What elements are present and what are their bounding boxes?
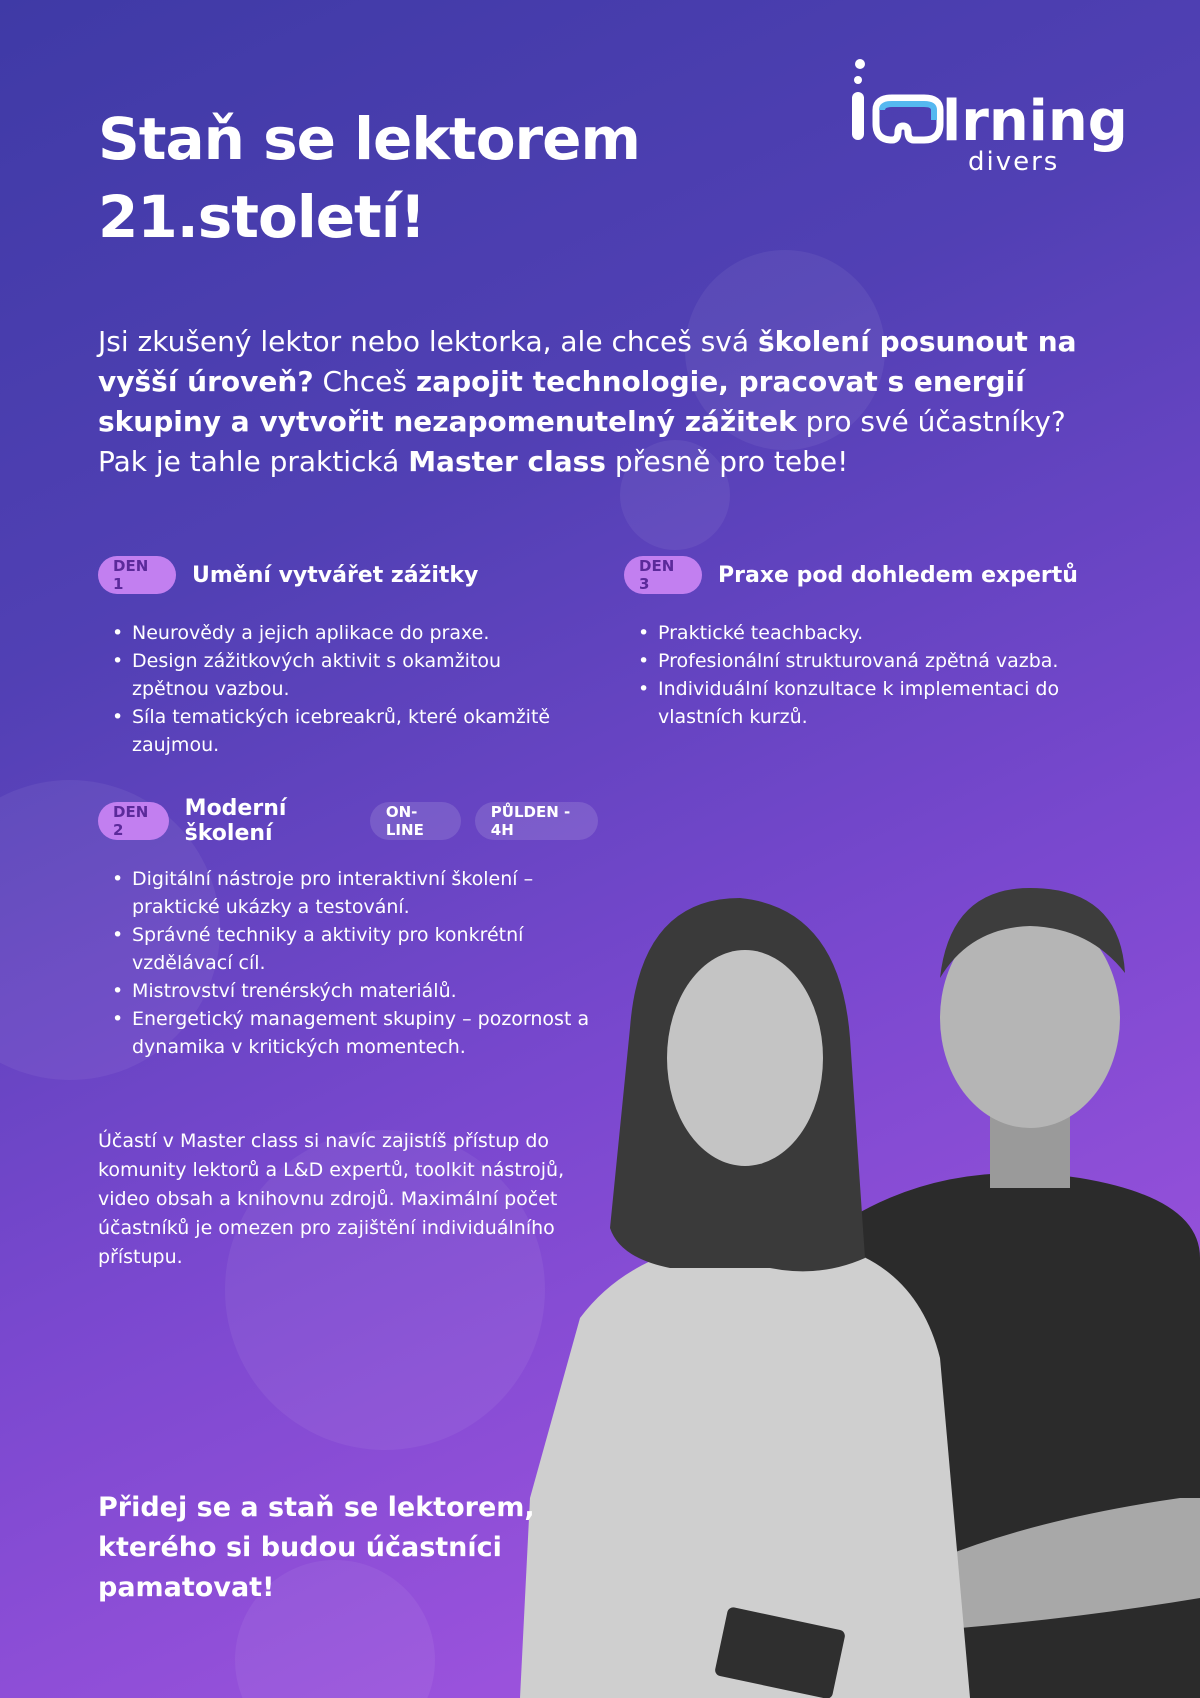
page-title	[98, 100, 798, 256]
day-1-section	[98, 555, 578, 759]
duration-tag: PŮLDEN - 4H	[475, 802, 598, 840]
logo-wordmark: lrning	[942, 89, 1128, 154]
list-item: • Praktické teachbacky.	[658, 619, 1104, 647]
intro-text: Jsi zkušený lektor nebo lektorka, ale chceš svá	[98, 325, 758, 358]
trainers-photo	[520, 798, 1200, 1698]
intro-highlight: školení posunout na vyšší úroveň?	[98, 325, 1077, 398]
intro-text: přesně pro tebe!	[605, 445, 849, 478]
day-3-title: Praxe pod dohledem expertů	[718, 562, 1078, 588]
cta-line-3: pamatovat!	[98, 1572, 275, 1603]
learning-divers-logo	[848, 58, 1128, 178]
list-item: • Energetický management skupiny – pozornost a dynamika v kritických momentech.	[132, 1005, 598, 1061]
day-3-badge: DEN 3	[624, 556, 702, 594]
day-1-list	[98, 619, 578, 759]
diving-mask-icon	[848, 58, 1128, 178]
list-item: • Profesionální strukturovaná zpětná vazba.	[658, 647, 1104, 675]
list-item: • Design zážitkových aktivit s okamžitou zpětnou vazbou.	[132, 647, 578, 703]
list-item: • Neurovědy a jejich aplikace do praxe.	[132, 619, 578, 647]
list-item: • Síla tematických icebreakrů, které okamžitě zaujmou.	[132, 703, 578, 759]
logo-subtitle: divers	[968, 147, 1060, 177]
day-1-badge: DEN 1	[98, 556, 176, 594]
title-line-1: Staň se lektorem	[98, 105, 640, 173]
title-line-2: 21.století!	[98, 183, 426, 251]
day-1-title: Umění vytvářet zážitky	[192, 562, 479, 588]
day-2-title: Moderní školení	[184, 796, 287, 846]
day-3-list	[624, 619, 1104, 731]
intro-text: pro své účastníky? Pak je tahle praktická	[98, 405, 1066, 478]
day-3-section	[624, 555, 1104, 731]
list-item: • Mistrovství trenérských materiálů.	[132, 977, 598, 1005]
intro-text: Chceš	[313, 365, 416, 398]
online-tag: ON-LINE	[370, 802, 461, 840]
day-2-badge: DEN 2	[98, 802, 169, 840]
list-item: • Správné techniky a aktivity pro konkrétní vzdělávací cíl.	[132, 921, 598, 977]
intro-highlight: Master class	[408, 445, 606, 478]
cta-line-2: kterého si budou účastníci	[98, 1532, 502, 1563]
cta-line-1: Přidej se a staň se lektorem,	[98, 1492, 535, 1523]
intro-highlight: zapojit technologie, pracovat s energií skupiny a vytvořit nezapomenutelný zážitek	[98, 365, 1025, 438]
list-item: • Individuální konzultace k implementaci do vlastních kurzů.	[658, 675, 1104, 731]
benefits-note: Účastí v Master class si navíc zajistíš přístup do komunity lektorů a L&D expertů, toolkit nástrojů, video obsah a knihovnu zdrojů. Maximální počet účastníků je omezen pro zajištění individuálního přístupu.	[98, 1130, 565, 1268]
call-to-action	[98, 1488, 598, 1608]
intro-paragraph	[98, 322, 1118, 482]
list-item: • Digitální nástroje pro interaktivní školení – praktické ukázky a testování.	[132, 865, 598, 921]
